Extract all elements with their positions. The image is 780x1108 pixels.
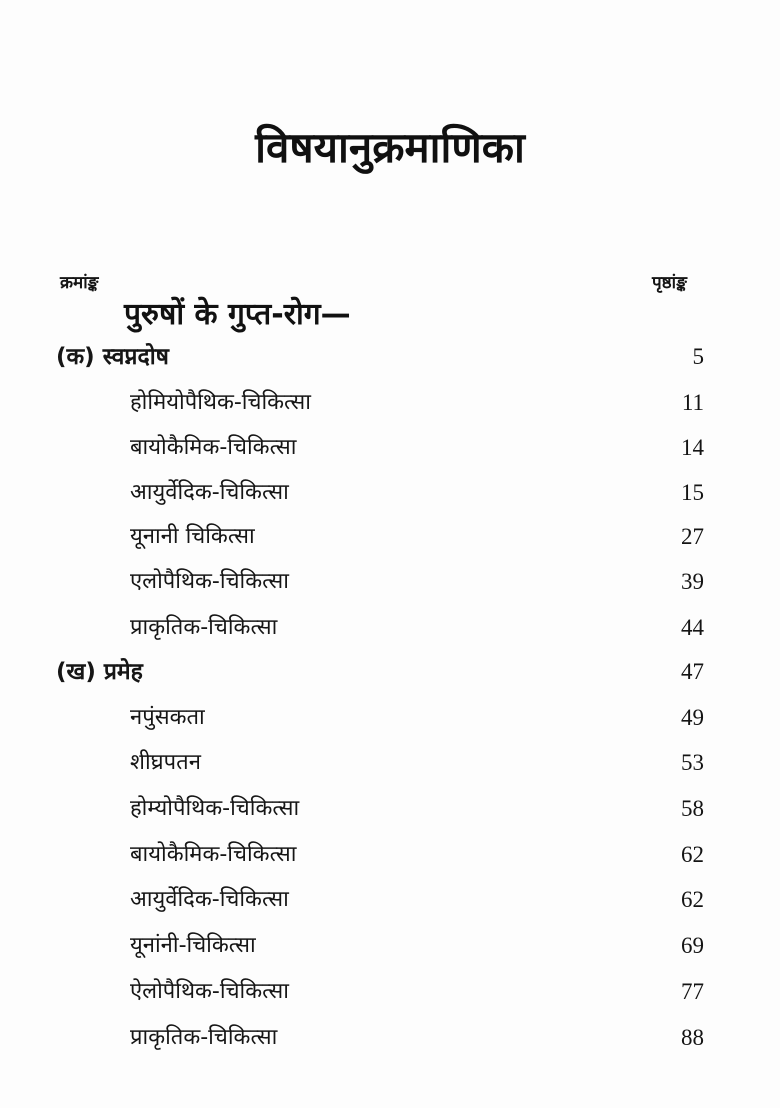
toc-page-number: 69 <box>681 933 704 958</box>
toc-label: होमियोपैथिक-चिकित्सा <box>130 390 311 415</box>
section-title: पुरुषों के गुप्त-रोग— <box>124 297 351 332</box>
toc-page-number: 88 <box>681 1025 704 1050</box>
toc-row <box>0 520 780 560</box>
toc-row <box>0 746 780 786</box>
toc-label: (ख) प्रमेह <box>56 659 143 685</box>
toc-page-number: 11 <box>681 390 704 415</box>
toc-label: बायोकैमिक-चिकित्सा <box>130 435 297 460</box>
toc-row <box>0 476 780 516</box>
toc-label: प्राकृतिक-चिकित्सा <box>130 615 278 640</box>
toc-page-number: 49 <box>681 705 704 730</box>
toc-page-number: 47 <box>681 659 704 684</box>
toc-row <box>0 565 780 605</box>
toc-label: एलोपैथिक-चिकित्सा <box>130 569 289 594</box>
toc-label: आयुर्वेदिक-चिकित्सा <box>130 887 289 912</box>
toc-row <box>0 386 780 426</box>
toc-label: प्राकृतिक-चिकित्सा <box>130 1025 278 1050</box>
toc-page-number: 5 <box>692 344 704 369</box>
page-title: विषयानुक्रमाणिका <box>255 123 525 172</box>
toc-page-number: 27 <box>681 524 704 549</box>
toc-label: ऐलोपैथिक-चिकित्सा <box>130 979 289 1004</box>
toc-row <box>0 792 780 832</box>
toc-page-number: 62 <box>681 887 704 912</box>
page-column-header: पृष्ठांङ्क <box>652 273 687 293</box>
serial-column-header: क्रमांङ्क <box>60 273 99 293</box>
toc-page-number: 62 <box>681 842 704 867</box>
toc-page-number: 58 <box>681 796 704 821</box>
toc-row <box>0 1021 780 1061</box>
toc-page-number: 15 <box>681 480 704 505</box>
toc-row <box>0 883 780 923</box>
toc-label: बायोकैमिक-चिकित्सा <box>130 842 297 867</box>
toc-label: शीघ्रपतन <box>130 750 201 775</box>
toc-page-number: 53 <box>681 750 704 775</box>
toc-row <box>0 611 780 651</box>
toc-page-number: 44 <box>681 615 704 640</box>
toc-row <box>0 975 780 1015</box>
toc-row <box>0 701 780 741</box>
toc-heading <box>0 655 780 695</box>
toc-label: यूनांनी-चिकित्सा <box>130 933 256 958</box>
toc-page-number: 14 <box>681 435 704 460</box>
toc-heading <box>0 340 780 380</box>
toc-page-number: 77 <box>681 979 704 1004</box>
toc-label: होम्योपैथिक-चिकित्सा <box>130 796 300 821</box>
toc-page-number: 39 <box>681 569 704 594</box>
toc-row <box>0 431 780 471</box>
toc-label: नपुंसकता <box>130 705 205 730</box>
toc-row <box>0 838 780 878</box>
toc-label: आयुर्वेदिक-चिकित्सा <box>130 480 289 505</box>
toc-row <box>0 929 780 969</box>
toc-label: यूनानी चिकित्सा <box>130 524 255 549</box>
toc-label: (क) स्वप्नदोष <box>56 344 169 370</box>
